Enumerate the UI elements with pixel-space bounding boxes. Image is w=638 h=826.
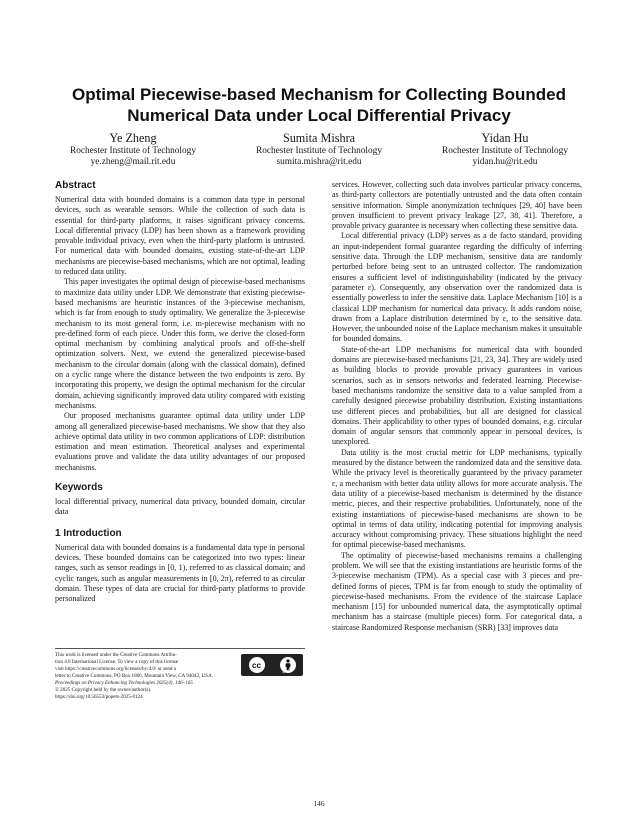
abstract-paragraph: This paper investigates the optimal design of piecewise-based mechanisms to maximize data utility under LDP. We demonstrate that existing piecewise-based mechanisms are heuristic instances of the 3-piecewise mechanism, which is far from enough to study optimality. We generalize the 3-piecewise mechanism to its most general form, i.e. m-piecewise mechanism with no pre-defined form of each piece. Under this form, we derive the closed-form optimal mechanism by combining analytical proofs and off-the-shelf optimization solvers. Next, we extend the generalized piecewise-based mechanism to the circular domain (along with the classical domain), defined on a cyclic range where the distance between the two endpoints is zero. By incorporating this property, we design the optimal mechanism for the circular domain, achieving significantly improved data utility compared with existing mechanisms. [55, 277, 305, 410]
author-block [40, 131, 598, 169]
author-email: yidan.hu@rit.edu [472, 157, 538, 168]
abstract-paragraph: Our proposed mechanisms guarantee optimal data utility under LDP among all generalized piecewise-based mechanisms. We show that they also achieve optimal data utility in two common applications of LDP: distribution estimation and mean estimation. Theoretical analyses and experimental evaluations prove and validate the data utility advantages of our proposed mechanisms. [55, 411, 305, 472]
body-paragraph: State-of-the-art LDP mechanisms for numerical data with bounded domains are piecewise-based mechanisms [21, 23, 34]. They are widely used as building blocks to provide provable privacy guarantees in various scenarios, such as in sensors networks and federated learning. Piecewise-based mechanisms randomize the sensitive data to a value sampled from a carefully designed piecewise probability distribution. Existing instantiations use different pieces and probabilities, but all are designed for classical domains. Their applicability to other types of bounded domains, e.g. circular domain of angular sensors that commonly appear in personal devices, is unexplored. [332, 344, 582, 447]
author-affiliation: Rochester Institute of Technology [256, 146, 382, 156]
author-name: Yidan Hu [481, 131, 529, 145]
abstract-paragraph: Numerical data with bounded domains is a common data type in personal devices, such as wearable sensors. While the collection of such data is essential for third-party platforms, it raises significant privacy concerns. Local differential privacy (LDP) has been shown as a framework providing provable individual privacy, even when the third-party platform is untrusted. For numerical data with bounded domains, existing state-of-the-art LDP mechanisms are piecewise-based mechanisms, which are not optimal, leading to reduced data utility. [55, 195, 305, 277]
right-column [332, 180, 582, 633]
body-paragraph: Data utility is the most crucial metric for LDP mechanisms, typically measured by the distance between the randomized data and the sensitive data. While the privacy level is theoretically guaranteed by the privacy parameter ε, a mechanism with better data utility allows for more accurate analysis. The data utility of a piecewise-based mechanism is determined by the distance metric, pieces, and their respective probabilities. Unfortunately, none of the existing instantiations of piecewise-based mechanisms are shown to be optimal in terms of data utility, indicating potential for improving analysis accuracy without compromising privacy. These situations highlight the need for optimal piecewise-based mechanisms. [332, 447, 582, 550]
author-3 [412, 131, 598, 169]
license-line: tion 4.0 International License. To view a copy of this license [55, 659, 179, 665]
body-paragraph: Local differential privacy (LDP) serves as a de facto standard, providing an input-independent formal guarantee regarding the difficulty of inferring sensitive data. Through the LDP mechanism, sensitive data are randomly perturbed before being sent to an untrusted collector. The randomization ensures a sufficient level of indistinguishability (indicated by the privacy parameter ε). Consequently, any observation over the randomized data is essentially powerless to infer the sensitive data. Laplace Mechanism [10] is a classical LDP mechanism for numerical data privacy. It adds random noise, drawn from a Laplace distribution determined by ε, to the sensitive data. However, the unbounded noise of the Laplace mechanism makes it unsuitable for bounded domains. [332, 231, 582, 344]
cc-icon: cc [249, 657, 265, 673]
cc-by-license-badge[interactable] [241, 654, 303, 676]
author-affiliation: Rochester Institute of Technology [70, 146, 196, 156]
by-label: BY [282, 669, 289, 675]
author-name: Ye Zheng [109, 131, 157, 145]
author-email: ye.zheng@mail.rit.edu [90, 157, 176, 168]
license-footnote [55, 648, 305, 701]
license-line: Proceedings on Privacy Enhancing Technologies 2025(4), 146–165 [55, 680, 193, 686]
license-line: © 2025 Copyright held by the owner/author(s). [55, 687, 152, 693]
intro-paragraph: Numerical data with bounded domains is a fundamental data type in personal devices. These bounded domains can be categorized into two types: linear ranges, such as sensor readings in [0, 1), referred to as classical domain; and cyclic ranges, such as angular measurements in [0, 2π), referred to as circular domain. These types of data are crucial for third-party platforms to provide personalized [55, 542, 305, 604]
author-1 [40, 131, 226, 169]
page-number: 146 [313, 799, 325, 808]
license-line: visit https://creativecommons.org/licenses/by/4.0/ or send a [55, 666, 177, 672]
left-column [55, 180, 305, 604]
author-name: Sumita Mishra [282, 131, 356, 145]
section-heading-introduction: 1 Introduction [55, 527, 122, 539]
body-paragraph: services. However, collecting such data involves particular privacy concerns, as third-party collectors are potentially untrusted and the data often contain sensitive information. Simple anonymization techniques [29, 40] have been proven insufficient to prevent privacy leakage [27, 38, 41]. Therefore, a provable privacy guarantee is necessary when collecting these sensitive data. [332, 180, 582, 231]
paper-title: Optimal Piecewise-based Mechanism for Collecting Bounded Numerical Data under Local Differential Privacy [71, 85, 567, 125]
keywords-heading: Keywords [55, 482, 103, 494]
author-affiliation: Rochester Institute of Technology [442, 146, 568, 156]
abstract-heading: Abstract [55, 180, 96, 191]
license-text [55, 652, 237, 701]
author-2 [226, 131, 412, 169]
author-email: sumita.mishra@rit.edu [276, 157, 362, 168]
license-line[interactable]: https://doi.org/10.56553/popets-2025-0124 [55, 694, 143, 700]
license-line: This work is licensed under the Creative Commons Attribu- [55, 652, 177, 658]
keywords-text: local differential privacy, numerical data privacy, bounded domain, circular data [55, 497, 305, 517]
body-paragraph: The optimality of piecewise-based mechanisms remains a challenging problem. We will see that the existing instantiations are heuristic forms of the 3-piecewise mechanism (TPM). As a special case with 3 pieces and pre-defined forms of pieces, TPM is far from enough to study the optimality of piecewise-based mechanisms. From the evidence of the staircase Laplace mechanism [15] for unbounded numerical data, the asymptotically optimal mechanism has a staircase (multiple pieces) form. For categorical data, a staircase Randomized Response mechanism (SRR) [33] improves data [332, 550, 582, 632]
license-line: letter to Creative Commons, PO Box 1866, Mountain View, CA 94042, USA. [55, 673, 214, 679]
